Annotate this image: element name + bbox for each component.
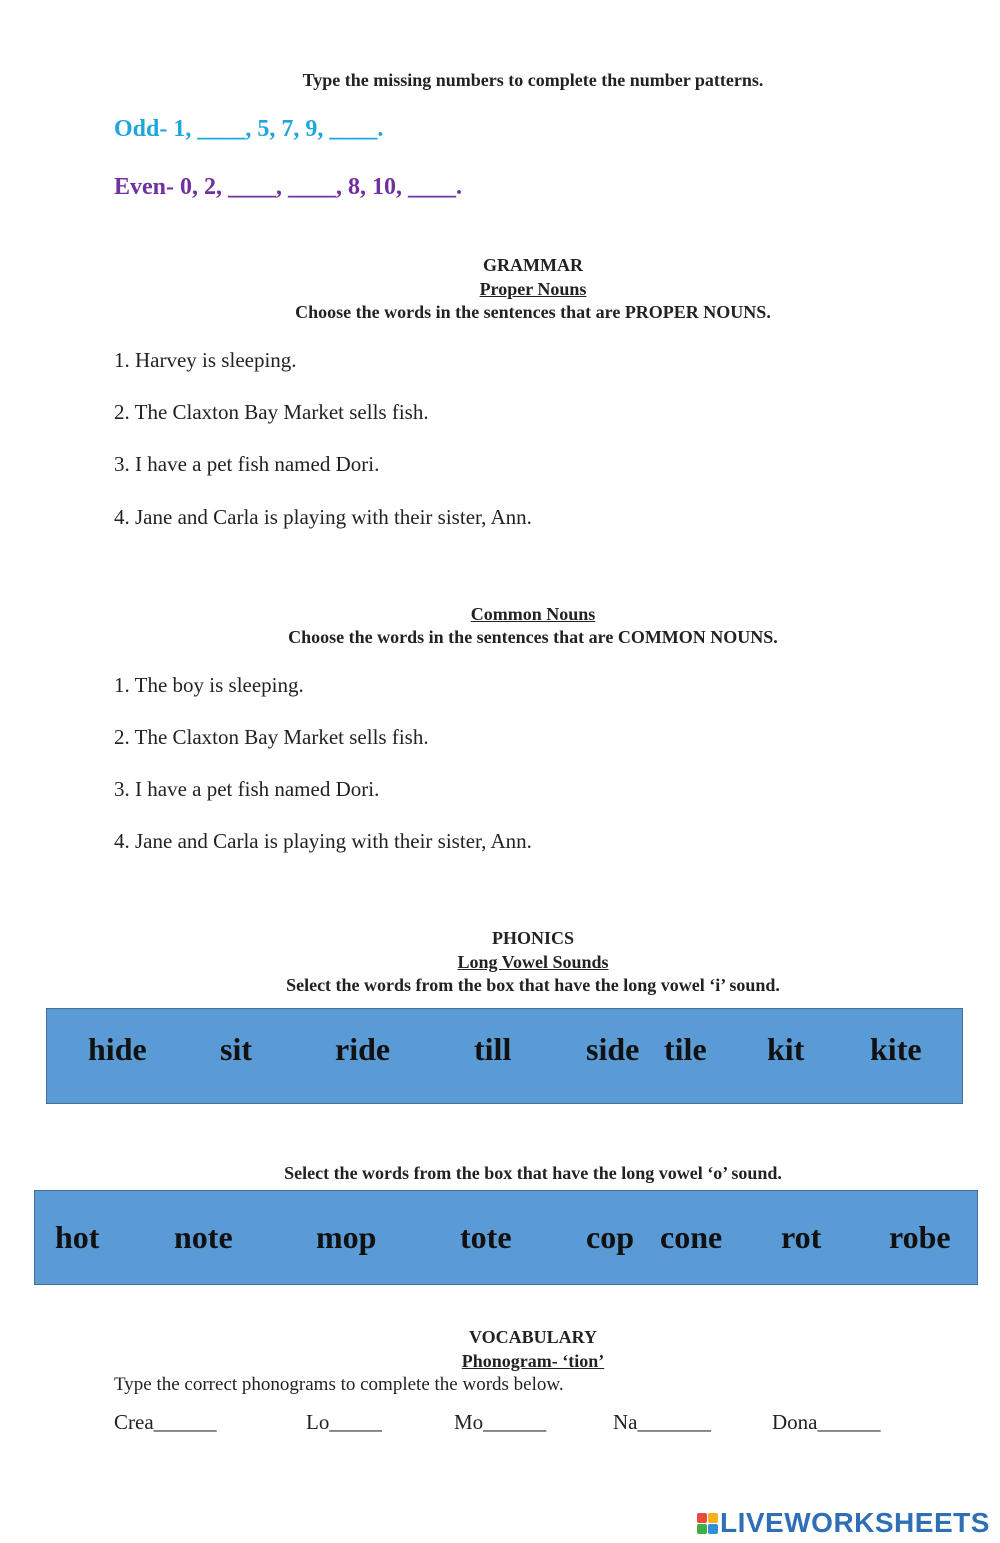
word-option[interactable]: tile bbox=[664, 1031, 707, 1067]
word-option[interactable]: kite bbox=[870, 1031, 922, 1067]
phonogram-blank[interactable]: Lo_____ bbox=[306, 1410, 382, 1434]
word-option[interactable]: tote bbox=[460, 1219, 512, 1255]
common-nouns-title: Common Nouns bbox=[470, 604, 596, 624]
phonogram-title: Phonogram- ‘tion’ bbox=[461, 1351, 605, 1371]
grammar-heading: GRAMMAR bbox=[483, 255, 583, 275]
word-option[interactable]: mop bbox=[316, 1219, 377, 1255]
logo-text: LIVEWORKSHEETS bbox=[720, 1507, 990, 1538]
proper-sentence-2: 2. The Claxton Bay Market sells fish. bbox=[114, 400, 429, 424]
common-nouns-instruction: Choose the words in the sentences that are COMMON NOUNS. bbox=[288, 627, 778, 647]
word-option[interactable]: till bbox=[474, 1031, 512, 1067]
phonogram-blank[interactable]: Mo______ bbox=[454, 1410, 547, 1434]
word-option[interactable]: ride bbox=[335, 1031, 391, 1067]
liveworksheets-logo[interactable] bbox=[697, 1508, 990, 1538]
odd-number-pattern: Odd- 1, ____, 5, 7, 9, ____. bbox=[114, 116, 384, 142]
long-i-instruction: Select the words from the box that have the long vowel ‘i’ sound. bbox=[286, 975, 780, 995]
long-i-word-box bbox=[46, 1008, 963, 1104]
word-option[interactable]: hot bbox=[55, 1219, 100, 1255]
long-o-word-box bbox=[34, 1190, 978, 1285]
word-option[interactable]: sit bbox=[220, 1031, 252, 1067]
word-option[interactable]: cop bbox=[586, 1219, 634, 1255]
word-option[interactable]: note bbox=[174, 1219, 233, 1255]
phonogram-blank[interactable]: Na_______ bbox=[613, 1410, 711, 1434]
long-o-instruction: Select the words from the box that have the long vowel ‘o’ sound. bbox=[284, 1163, 782, 1183]
word-option[interactable]: side bbox=[586, 1031, 640, 1067]
word-option[interactable]: hide bbox=[88, 1031, 147, 1067]
proper-nouns-instruction: Choose the words in the sentences that are PROPER NOUNS. bbox=[295, 302, 771, 322]
word-option[interactable]: kit bbox=[767, 1031, 805, 1067]
liveworksheets-logo-icon bbox=[697, 1513, 718, 1534]
proper-sentence-4: 4. Jane and Carla is playing with their sister, Ann. bbox=[114, 505, 532, 529]
phonics-heading: PHONICS bbox=[491, 928, 574, 948]
word-option[interactable]: rot bbox=[781, 1219, 822, 1255]
long-vowel-title: Long Vowel Sounds bbox=[457, 952, 609, 972]
common-sentence-4: 4. Jane and Carla is playing with their sister, Ann. bbox=[114, 829, 532, 853]
even-number-pattern: Even- 0, 2, ____, ____, 8, 10, ____. bbox=[114, 174, 462, 200]
proper-nouns-title: Proper Nouns bbox=[479, 279, 587, 299]
common-sentence-3: 3. I have a pet fish named Dori. bbox=[114, 777, 380, 801]
vocabulary-heading: VOCABULARY bbox=[468, 1327, 597, 1347]
proper-sentence-1: 1. Harvey is sleeping. bbox=[114, 348, 297, 372]
proper-sentence-3: 3. I have a pet fish named Dori. bbox=[114, 452, 380, 476]
vocabulary-instruction: Type the correct phonograms to complete the words below. bbox=[114, 1374, 564, 1395]
common-sentence-2: 2. The Claxton Bay Market sells fish. bbox=[114, 725, 429, 749]
phonogram-blank[interactable]: Crea______ bbox=[114, 1410, 217, 1434]
word-option[interactable]: cone bbox=[660, 1219, 723, 1255]
common-sentence-1: 1. The boy is sleeping. bbox=[114, 673, 304, 697]
math-instruction: Type the missing numbers to complete the number patterns. bbox=[302, 70, 764, 90]
word-option[interactable]: robe bbox=[889, 1219, 951, 1255]
phonogram-blank[interactable]: Dona______ bbox=[772, 1410, 881, 1434]
